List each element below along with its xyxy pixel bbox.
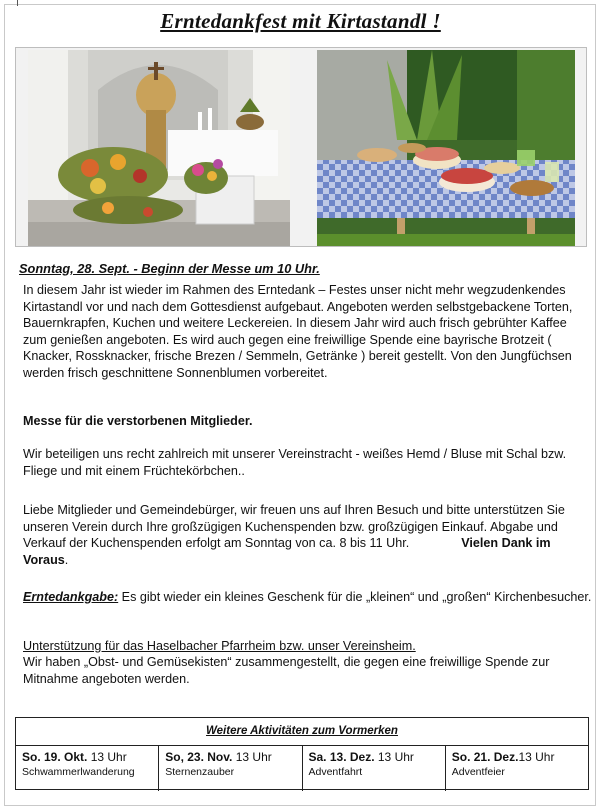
event-date: So, 23. Nov. [165,750,233,764]
event-cell [446,746,588,791]
appeal-text: Liebe Mitglieder und Gemeindebürger, wir freuen uns auf Ihren Besuch und bitte unterstützen Sie unseren Verein durch Ihre großzügigen Kuchenspenden bzw. großzügigen Einkauf. Abgabe und Verkauf der Kuchenspenden erfolgt am Sonntag von ca. 8 bis 11 Uhr. [23,503,565,550]
mass-headline: Sonntag, 28. Sept. - Beginn der Messe um 10 Uhr. [19,261,320,276]
cake-table-photo [317,50,575,246]
event-name: Sternenzauber [165,766,235,778]
gift-text: Es gibt wieder ein kleines Geschenk für die „kleinen“ und „großen“ Kirchenbesucher. [118,590,592,604]
thanks-text: Vielen Dank im Voraus [23,536,551,567]
event-name: Adventfeier [451,766,505,778]
thanks-end: . [64,552,69,567]
church-altar-harvest-photo [28,50,290,246]
event-time: 13 Uhr [87,750,127,764]
support-paragraph: Wir haben „Obst- und Gemüsekisten“ zusammengestellt, die gegen eine freiwillige Spende zur Mitnahme angeboten werden. [23,655,550,686]
events-row [16,746,588,791]
page-title: Erntedankfest mit Kirtastandl ! [160,9,441,33]
event-name: Schwammerlwanderung [22,766,135,778]
event-cell [16,746,159,791]
intro-paragraph: In diesem Jahr ist wieder im Rahmen des Erntedank – Festes unser nicht mehr wegzudenkendes Kirtastandl vor und nach dem Gottesdienst aufgebaut. Angeboten werden selbstgebackene Torten, Bauernkrapfen, Kuchen und weitere Leckereien. In diesem Jahr wird auch frisch gebrühter Kaffee zum genießen angeboten. Es wird auch gegen eine freiwillige Spende eine bayrische Brotzeit ( Knacker, Rossknacker, frische Brezen / Semmeln, Getränke ) bereit gestellt. Von den Jungfüchsen werden frisch geschnittene Sonnenblumen vorbereitet. [23,283,573,380]
event-name: Adventfahrt [308,766,363,778]
event-date: So. 21. Dez. [451,750,519,764]
event-date: So. 19. Okt. [22,750,88,764]
event-date: Sa. 13. Dez. [308,750,375,764]
event-time: 13 Uhr [232,750,272,764]
gift-paragraph [23,589,593,606]
mass-heading: Messe für die verstorbenen Mitglieder. [23,414,253,428]
corner-mark [17,0,18,6]
gift-label: Erntedankgabe: [23,590,119,604]
events-table [15,717,589,790]
attire-paragraph: Wir beteiligen uns recht zahlreich mit unserer Vereinstracht - weißes Hemd / Bluse mit Schal bzw. Fliege und mit einem Früchtekörbchen.. [23,447,567,478]
event-time: 13 Uhr [518,750,555,764]
events-header: Weitere Aktivitäten zum Vormerken [16,718,588,746]
event-cell [303,746,446,791]
appeal-paragraph [23,502,593,568]
support-heading: Unterstützung für das Haselbacher Pfarrheim bzw. unser Vereinsheim. [23,639,416,653]
event-time: 13 Uhr [374,750,414,764]
event-cell [159,746,302,791]
